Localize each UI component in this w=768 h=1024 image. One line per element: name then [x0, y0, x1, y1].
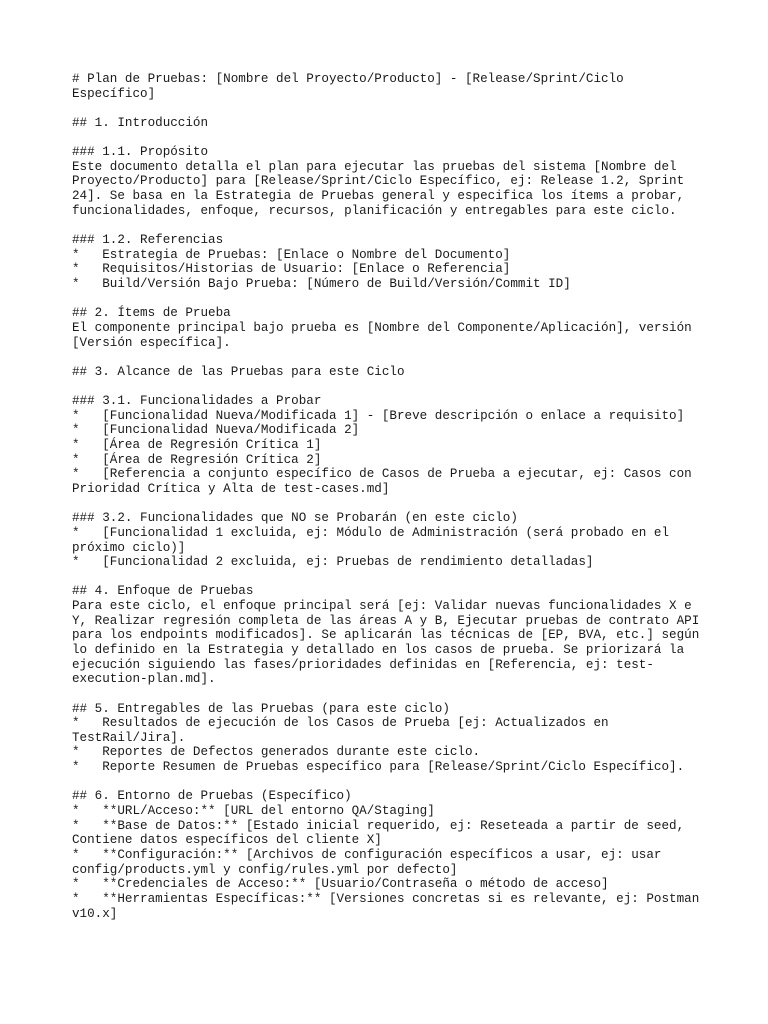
- list-item: * [Referencia a conjunto específico de Casos de Prueba a ejecutar, ej: Casos con: [72, 467, 692, 482]
- list-item: * [Funcionalidad Nueva/Modificada 2]: [72, 423, 360, 438]
- section-heading: ## 1. Introducción: [72, 115, 209, 130]
- list-item: * Resultados de ejecución de los Casos de Prueba [ej: Actualizados en: [72, 716, 609, 731]
- paragraph-line: [Versión específica].: [72, 335, 231, 350]
- section-heading: ## 5. Entregables de las Pruebas (para este ciclo): [72, 701, 450, 716]
- blank-line: [72, 497, 712, 512]
- blank-line: [72, 218, 712, 233]
- paragraph-line: El componente principal bajo prueba es [Nombre del Componente/Aplicación], versión: [72, 320, 692, 335]
- blank-line: [72, 292, 712, 307]
- paragraph-line: Este documento detalla el plan para ejecutar las pruebas del sistema [Nombre del: [72, 159, 677, 174]
- blank-line: [72, 775, 712, 790]
- list-item-continuation: v10.x]: [72, 906, 118, 921]
- document-page: [72, 72, 712, 921]
- list-item: * Reportes de Defectos generados durante este ciclo.: [72, 745, 481, 760]
- blank-line: [72, 379, 712, 394]
- list-item: * **Herramientas Específicas:** [Versiones concretas si es relevante, ej: Postman: [72, 891, 700, 906]
- list-item: * Requisitos/Historias de Usuario: [Enlace o Referencia]: [72, 262, 511, 277]
- subsection-heading: ### 3.2. Funcionalidades que NO se Probarán (en este ciclo): [72, 511, 518, 526]
- list-item: * [Área de Regresión Crítica 1]: [72, 438, 322, 453]
- document-line: # Plan de Pruebas: [Nombre del Proyecto/Producto] - [Release/Sprint/Ciclo: [72, 72, 624, 86]
- subsection-heading: ### 3.1. Funcionalidades a Probar: [72, 394, 322, 409]
- paragraph-line: Proyecto/Producto] para [Release/Sprint/Ciclo Específico, ej: Release 1.2, Sprint: [72, 174, 685, 189]
- list-item-continuation: config/products.yml y config/rules.yml por defecto]: [72, 862, 458, 877]
- list-item: * Reporte Resumen de Pruebas específico para [Release/Sprint/Ciclo Específico].: [72, 760, 685, 775]
- list-item: * Estrategia de Pruebas: [Enlace o Nombre del Documento]: [72, 247, 511, 262]
- paragraph-line: 24]. Se basa en la Estrategia de Pruebas general y especifica los ítems a probar,: [72, 189, 685, 204]
- paragraph-line: Y, Realizar regresión completa de las áreas A y B, Ejecutar pruebas de contrato API: [72, 613, 700, 628]
- subsection-heading: ### 1.2. Referencias: [72, 233, 224, 248]
- paragraph-line: Para este ciclo, el enfoque principal será [ej: Validar nuevas funcionalidades X e: [72, 599, 692, 614]
- blank-line: [72, 101, 712, 116]
- list-item: * **Configuración:** [Archivos de configuración específicos a usar, ej: usar: [72, 847, 662, 862]
- section-heading: ## 6. Entorno de Pruebas (Específico): [72, 789, 352, 804]
- paragraph-line: execution-plan.md].: [72, 672, 216, 687]
- list-item-continuation: TestRail/Jira].: [72, 730, 186, 745]
- list-item: * **Base de Datos:** [Estado inicial requerido, ej: Reseteada a partir de seed,: [72, 818, 685, 833]
- blank-line: [72, 570, 712, 585]
- blank-line: [72, 350, 712, 365]
- paragraph-line: lo definido en la Estrategia y detallado en los casos de prueba. Se priorizará la: [72, 642, 685, 657]
- list-item: * [Área de Regresión Crítica 2]: [72, 452, 322, 467]
- document-line: Específico]: [72, 86, 156, 101]
- paragraph-line: ejecución siguiendo las fases/prioridades definidas en [Referencia, ej: test-: [72, 657, 654, 672]
- subsection-heading: ### 1.1. Propósito: [72, 145, 209, 160]
- list-item-continuation: Prioridad Crítica y Alta de test-cases.md]: [72, 481, 390, 496]
- list-item-continuation: próximo ciclo)]: [72, 540, 186, 555]
- paragraph-line: funcionalidades, enfoque, recursos, planificación y entregables para este ciclo.: [72, 203, 677, 218]
- paragraph-line: para los endpoints modificados]. Se aplicarán las técnicas de [EP, BVA, etc.] según: [72, 628, 700, 643]
- blank-line: [72, 131, 712, 146]
- blank-line: [72, 687, 712, 702]
- list-item: * [Funcionalidad Nueva/Modificada 1] - [Breve descripción o enlace a requisito]: [72, 408, 685, 423]
- list-item: * [Funcionalidad 2 excluida, ej: Pruebas de rendimiento detalladas]: [72, 555, 594, 570]
- list-item: * **Credenciales de Acceso:** [Usuario/Contraseña o método de acceso]: [72, 877, 609, 892]
- section-heading: ## 2. Ítems de Prueba: [72, 306, 231, 321]
- list-item: * [Funcionalidad 1 excluida, ej: Módulo de Administración (será probado en el: [72, 525, 670, 540]
- section-heading: ## 4. Enfoque de Pruebas: [72, 584, 254, 599]
- list-item: * Build/Versión Bajo Prueba: [Número de Build/Versión/Commit ID]: [72, 276, 571, 291]
- section-heading: ## 3. Alcance de las Pruebas para este Ciclo: [72, 364, 405, 379]
- list-item-continuation: Contiene datos específicos del cliente X]: [72, 833, 382, 848]
- list-item: * **URL/Acceso:** [URL del entorno QA/Staging]: [72, 804, 435, 819]
